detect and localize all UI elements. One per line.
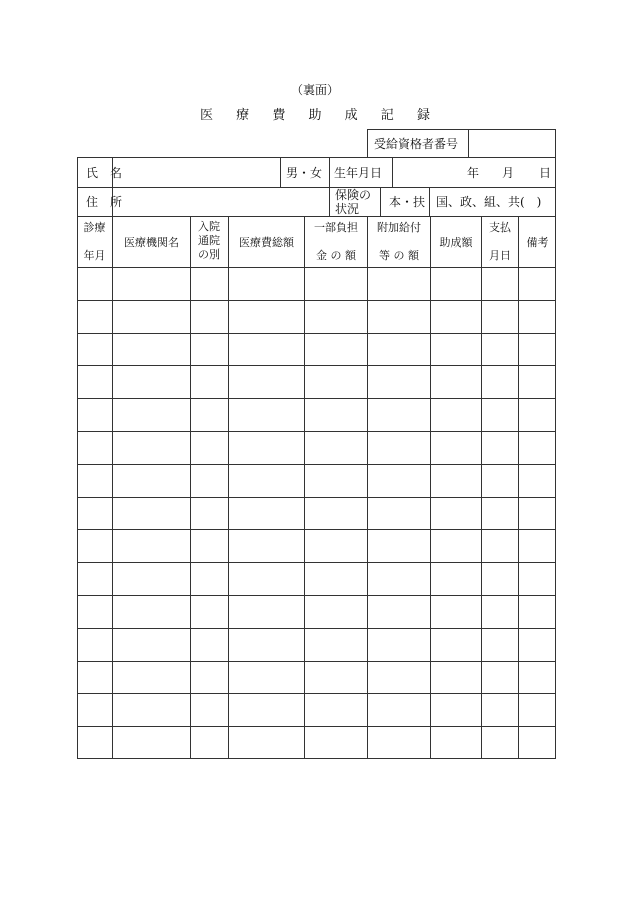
record-cell[interactable] — [113, 432, 190, 464]
record-cell[interactable] — [482, 530, 518, 562]
name-field[interactable] — [114, 159, 278, 186]
record-cell[interactable] — [482, 727, 518, 759]
record-cell[interactable] — [113, 596, 190, 628]
record-cell[interactable] — [113, 662, 190, 693]
record-cell[interactable] — [78, 563, 112, 595]
record-cell[interactable] — [368, 366, 430, 398]
record-cell[interactable] — [191, 465, 228, 497]
address-label: 住 所 — [86, 195, 123, 209]
record-cell[interactable] — [191, 432, 228, 464]
record-cell[interactable] — [431, 399, 481, 431]
col-inpatient-outpatient — [190, 220, 228, 262]
form-title — [200, 104, 430, 123]
col-inout-line3: の別 — [198, 248, 220, 261]
col-payment-date — [482, 220, 518, 263]
record-cell[interactable] — [368, 465, 430, 497]
record-cell[interactable] — [368, 334, 430, 365]
year-label: 年 — [467, 166, 480, 180]
record-cell[interactable] — [431, 629, 481, 661]
record-cell[interactable] — [113, 268, 190, 300]
birth-date-label: 生年月日 — [334, 166, 383, 180]
record-cell[interactable] — [229, 694, 304, 726]
col-subsidy: 助成額 — [439, 236, 473, 249]
record-cell[interactable] — [229, 301, 304, 333]
record-cell[interactable] — [229, 727, 304, 759]
record-cell[interactable] — [519, 432, 556, 464]
record-cell[interactable] — [78, 629, 112, 661]
col-exam-date-line1: 診療 — [83, 221, 106, 234]
record-cell[interactable] — [368, 563, 430, 595]
record-cell[interactable] — [305, 530, 367, 562]
record-cell[interactable] — [368, 432, 430, 464]
title-char: 成 — [344, 108, 358, 123]
record-cell[interactable] — [229, 399, 304, 431]
record-cell[interactable] — [482, 334, 518, 365]
record-cell[interactable] — [431, 334, 481, 365]
title-char: 記 — [380, 108, 394, 123]
record-cell[interactable] — [431, 465, 481, 497]
record-cell[interactable] — [78, 465, 112, 497]
record-cell[interactable] — [519, 563, 556, 595]
record-cell[interactable] — [113, 629, 190, 661]
vline — [329, 157, 330, 187]
record-cell[interactable] — [305, 596, 367, 628]
record-cell[interactable] — [431, 694, 481, 726]
title-char: 費 — [272, 108, 286, 123]
record-cell[interactable] — [305, 399, 367, 431]
name-label: 氏 名 — [86, 166, 123, 180]
record-cell[interactable] — [78, 334, 112, 365]
record-cell[interactable] — [305, 301, 367, 333]
record-cell[interactable] — [305, 629, 367, 661]
record-cell[interactable] — [78, 432, 112, 464]
recipient-number-divider — [468, 129, 469, 158]
record-cell[interactable] — [191, 563, 228, 595]
col-total-medical-cost: 医療費総額 — [239, 236, 294, 249]
record-cell[interactable] — [113, 694, 190, 726]
record-cell[interactable] — [305, 366, 367, 398]
record-cell[interactable] — [191, 334, 228, 365]
col-copay — [305, 220, 367, 263]
record-cell[interactable] — [113, 465, 190, 497]
record-cell[interactable] — [191, 694, 228, 726]
record-cell[interactable] — [482, 268, 518, 300]
vline — [329, 187, 330, 216]
record-cell[interactable] — [229, 465, 304, 497]
record-cell[interactable] — [519, 629, 556, 661]
record-cell[interactable] — [191, 662, 228, 693]
record-cell[interactable] — [519, 268, 556, 300]
record-cell[interactable] — [368, 694, 430, 726]
col-additional-benefit — [368, 220, 430, 263]
record-cell[interactable] — [519, 399, 556, 431]
record-cell[interactable] — [519, 530, 556, 562]
record-cell[interactable] — [78, 498, 112, 529]
record-cell[interactable] — [78, 694, 112, 726]
col-paid-line2: 月日 — [489, 249, 511, 262]
record-cell[interactable] — [519, 498, 556, 529]
record-cell[interactable] — [113, 498, 190, 529]
record-cell[interactable] — [229, 498, 304, 529]
record-cell[interactable] — [431, 596, 481, 628]
record-cell[interactable] — [482, 498, 518, 529]
record-cell[interactable] — [482, 563, 518, 595]
title-char: 録 — [416, 108, 430, 123]
record-cell[interactable] — [482, 629, 518, 661]
record-cell[interactable] — [191, 498, 228, 529]
vline — [280, 157, 281, 187]
record-cell[interactable] — [519, 727, 556, 759]
record-cell[interactable] — [113, 563, 190, 595]
record-cell[interactable] — [431, 268, 481, 300]
record-cell[interactable] — [78, 662, 112, 693]
col-institution: 医療機関名 — [124, 236, 179, 249]
record-cell[interactable] — [431, 432, 481, 464]
record-cell[interactable] — [482, 301, 518, 333]
hline — [77, 216, 556, 217]
record-cell[interactable] — [191, 301, 228, 333]
record-cell[interactable] — [305, 465, 367, 497]
month-label: 月 — [502, 166, 515, 180]
record-cell[interactable] — [431, 530, 481, 562]
record-cell[interactable] — [305, 727, 367, 759]
col-inout-line2: 通院 — [198, 234, 220, 247]
record-cell[interactable] — [305, 432, 367, 464]
record-cell[interactable] — [305, 694, 367, 726]
record-cell[interactable] — [482, 596, 518, 628]
record-cell[interactable] — [482, 465, 518, 497]
hline — [77, 187, 556, 188]
record-cell[interactable] — [191, 366, 228, 398]
record-cell[interactable] — [113, 727, 190, 759]
vline — [392, 157, 393, 187]
record-cell[interactable] — [305, 268, 367, 300]
record-cell[interactable] — [191, 530, 228, 562]
record-cell[interactable] — [229, 432, 304, 464]
sex-label: 男・女 — [286, 166, 323, 180]
col-remarks: 備考 — [526, 236, 549, 249]
record-cell[interactable] — [113, 334, 190, 365]
record-cell[interactable] — [431, 498, 481, 529]
day-label: 日 — [539, 166, 552, 180]
title-char: 療 — [236, 108, 250, 123]
form-subtitle: （裏面） — [290, 83, 339, 97]
insured-type: 本・扶 — [389, 195, 426, 209]
record-cell[interactable] — [229, 563, 304, 595]
record-cell[interactable] — [368, 662, 430, 693]
record-cell[interactable] — [368, 268, 430, 300]
record-cell[interactable] — [482, 399, 518, 431]
record-cell[interactable] — [368, 498, 430, 529]
record-cell[interactable] — [368, 301, 430, 333]
record-cell[interactable] — [368, 399, 430, 431]
col-addl-line1: 附加給付 — [377, 221, 421, 234]
record-cell[interactable] — [191, 268, 228, 300]
record-cell[interactable] — [519, 334, 556, 365]
record-cell[interactable] — [368, 629, 430, 661]
record-cell[interactable] — [229, 596, 304, 628]
record-cell[interactable] — [113, 366, 190, 398]
record-cell[interactable] — [229, 334, 304, 365]
record-cell[interactable] — [191, 727, 228, 759]
record-cell[interactable] — [229, 629, 304, 661]
record-cell[interactable] — [431, 727, 481, 759]
record-cell[interactable] — [368, 596, 430, 628]
col-paid-line1: 支払 — [489, 221, 511, 234]
record-cell[interactable] — [519, 465, 556, 497]
insurance-label-1: 保険の — [335, 188, 372, 202]
col-copay-line2: 金 の 額 — [316, 249, 356, 262]
record-cell[interactable] — [229, 268, 304, 300]
recipient-number-field[interactable] — [470, 131, 554, 156]
record-cell[interactable] — [229, 662, 304, 693]
record-cell[interactable] — [519, 366, 556, 398]
record-cell[interactable] — [482, 662, 518, 693]
record-cell[interactable] — [305, 334, 367, 365]
record-cell[interactable] — [519, 694, 556, 726]
record-cell[interactable] — [519, 596, 556, 628]
col-inout-line1: 入院 — [198, 220, 220, 233]
record-cell[interactable] — [78, 301, 112, 333]
vline — [429, 187, 430, 216]
record-cell[interactable] — [78, 530, 112, 562]
col-addl-line2: 等 の 額 — [379, 249, 419, 262]
recipient-number-label: 受給資格者番号 — [374, 137, 459, 151]
col-exam-date — [77, 220, 112, 263]
record-cell[interactable] — [482, 694, 518, 726]
record-cell[interactable] — [482, 366, 518, 398]
title-char: 助 — [308, 108, 322, 123]
insurance-types: 国、政、組、共( ) — [436, 195, 542, 209]
record-cell[interactable] — [229, 530, 304, 562]
insurance-label-2: 状況 — [335, 202, 360, 216]
col-copay-line1: 一部負担 — [314, 221, 358, 234]
record-cell[interactable] — [305, 498, 367, 529]
record-cell[interactable] — [191, 629, 228, 661]
record-cell[interactable] — [431, 301, 481, 333]
record-cell[interactable] — [191, 399, 228, 431]
address-field[interactable] — [114, 189, 327, 215]
record-cell[interactable] — [431, 563, 481, 595]
record-cell[interactable] — [78, 727, 112, 759]
record-cell[interactable] — [482, 432, 518, 464]
record-cell[interactable] — [431, 662, 481, 693]
col-exam-date-line2: 年月 — [83, 249, 106, 262]
record-cell[interactable] — [519, 301, 556, 333]
title-char: 医 — [200, 108, 214, 123]
vline — [380, 187, 381, 216]
record-cell[interactable] — [431, 366, 481, 398]
record-cell[interactable] — [113, 399, 190, 431]
record-cell[interactable] — [368, 530, 430, 562]
record-cell[interactable] — [229, 366, 304, 398]
record-cell[interactable] — [113, 530, 190, 562]
record-cell[interactable] — [78, 399, 112, 431]
record-cell[interactable] — [78, 366, 112, 398]
record-cell[interactable] — [368, 727, 430, 759]
record-cell[interactable] — [305, 662, 367, 693]
record-cell[interactable] — [519, 662, 556, 693]
record-cell[interactable] — [305, 563, 367, 595]
record-cell[interactable] — [113, 301, 190, 333]
record-cell[interactable] — [78, 596, 112, 628]
record-cell[interactable] — [78, 268, 112, 300]
record-cell[interactable] — [191, 596, 228, 628]
